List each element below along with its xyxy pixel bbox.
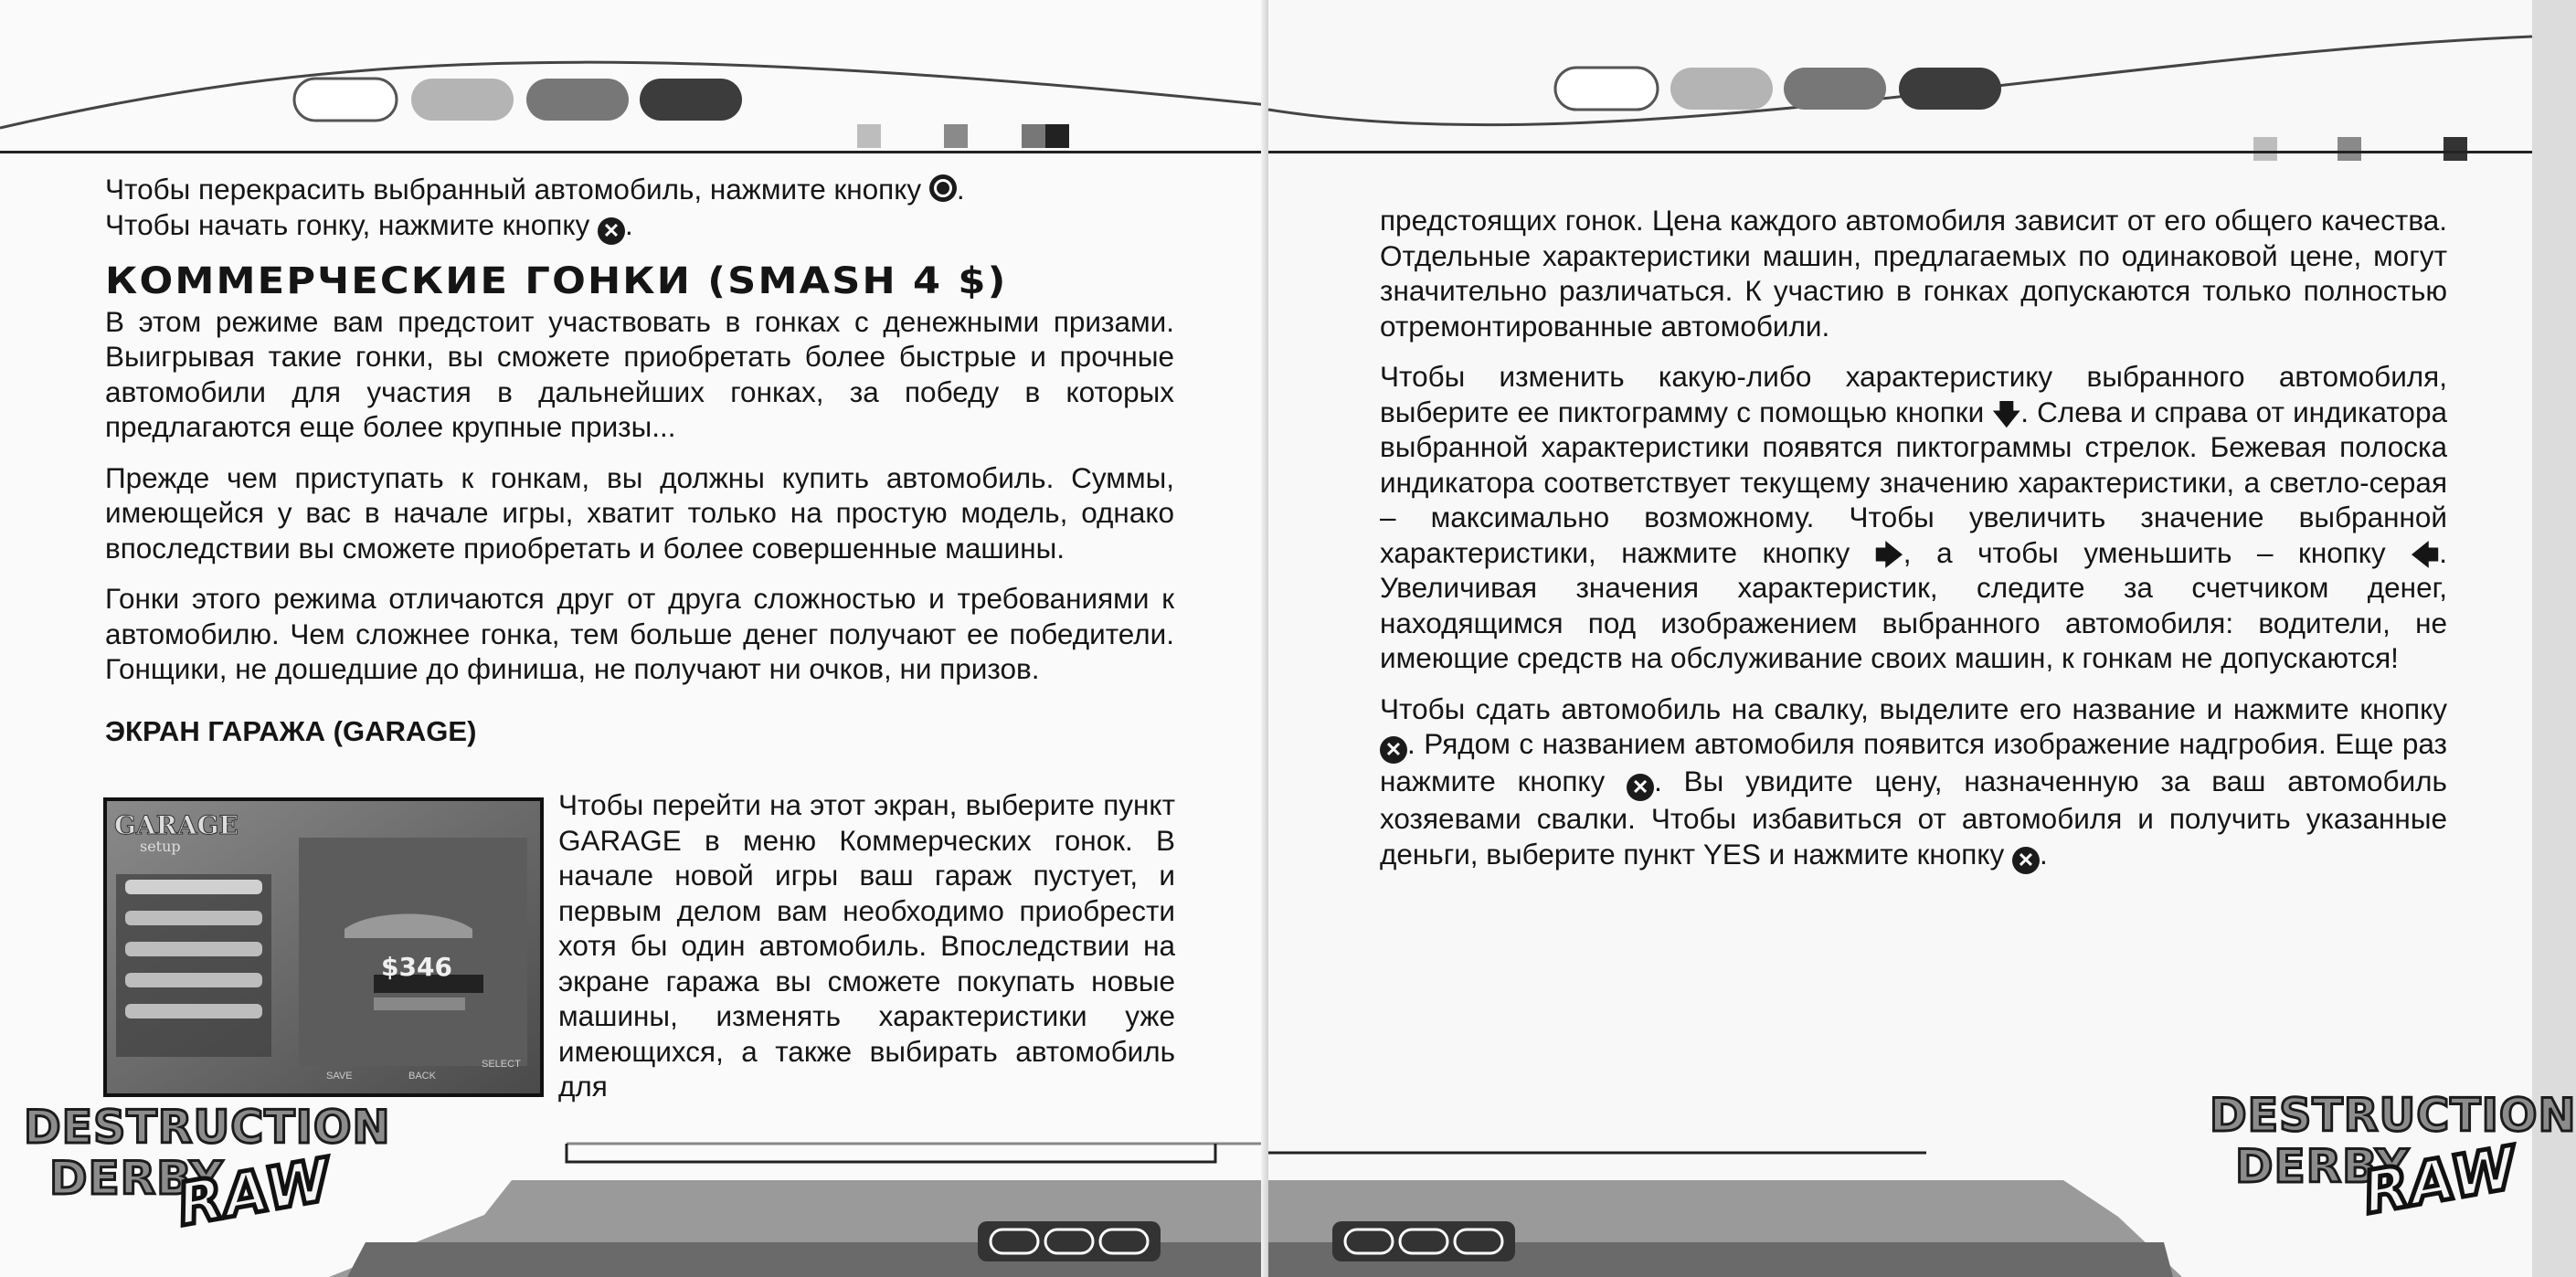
- left-page: [0, 0, 1268, 1277]
- cross-button-icon: [2012, 847, 2040, 874]
- paragraph-part: , а чтобы уменьшить – кнопку: [1903, 535, 2386, 569]
- paragraph-part: . Рядом с названием автомобиля появится изображение надгробия. Еще раз нажмите кнопку: [1380, 727, 2447, 797]
- destruction-derby-raw-logo: [24, 1101, 391, 1254]
- paragraph: В этом режиме вам предстоит участвовать в гонках с денежными призами. Выигрывая такие гонки, вы сможете приобретать более быстрые и прочные автомобили для участия в дальнейших гонках, за победу в которых предлагаются еще более крупные призы...: [105, 304, 1174, 443]
- paragraph: Гонки этого режима отличаются друг от друга сложностью и требованиями к автомобилю. Чем сложнее гонка, тем больше денег получают ее победители. Гонщики, не дошедшие до финиша, не получают ни очков, ни призов.: [105, 582, 1174, 685]
- screenshot-save: SAVE: [326, 1071, 353, 1082]
- paragraph-part: Чтобы изменить какую-либо характеристику выбранного автомобиля, выберите ее пиктограмму с помощью кнопки: [1380, 360, 2447, 428]
- header-rule: [1268, 151, 2532, 153]
- intro-text-1: Чтобы перекрасить выбранный автомобиль, нажмите кнопку: [105, 173, 922, 206]
- logo-line-3: RAW: [2358, 1134, 2523, 1229]
- logo-line-2: DERBY: [2235, 1140, 2410, 1193]
- logo-line-3: RAW: [172, 1145, 337, 1240]
- logo-line-2: DERBY: [49, 1152, 224, 1205]
- paragraph-part: . Слева и справа от индикатора выбранной характеристики появятся пиктограммы стрелок. Бежевая полоска индикатора соответствует текущему значению характеристики, а светло-серая – максимально возможному. Чтобы увеличить значение выбранной характеристики, нажмите кнопку: [1380, 395, 2447, 569]
- paragraph: [1380, 359, 2447, 676]
- paragraph-part: Чтобы сдать автомобиль на свалку, выделите его название и нажмите кнопку: [1380, 691, 2447, 725]
- intro-line-1: Чтобы перекрасить выбранный автомобиль, нажмите кнопку .: [105, 173, 965, 206]
- logo-line-1: DESTRUCTION: [2210, 1089, 2576, 1142]
- paragraph: [1380, 691, 2447, 874]
- screenshot-title: GARAGE: [114, 810, 239, 840]
- left-arrow-icon: 🡄: [2411, 540, 2440, 571]
- screenshot-back: BACK: [408, 1071, 436, 1082]
- paragraph-part: . Увеличивая значения характеристик, следите за счетчиком денег, находящимся под изображением выбранного автомобиля: водители, не имеющие средств на обслуживание своих машин, к гонкам не допускаются!: [1380, 535, 2447, 674]
- screenshot-subtitle: setup: [140, 838, 181, 855]
- screenshot-select: SELECT: [482, 1059, 521, 1070]
- cross-button-icon: [598, 217, 625, 245]
- circle-button-icon: [929, 174, 957, 202]
- cross-button-icon: [1380, 736, 1407, 764]
- screenshot-price: $346: [381, 952, 452, 982]
- intro-line-2: Чтобы начать гонку, нажмите кнопку ✕ .: [105, 207, 1174, 245]
- garage-paragraph: Чтобы перейти на этот экран, выберите пункт GARAGE в меню Коммерческих гонок. В начале новой игры ваш гараж пустует, и первым делом вам необходимо приобрести хотя бы один автомобиль. Впоследствии на экране гаража вы сможете покупать новые машины, изменять характеристики уже имеющихся, а также выбирать автомобиль для: [558, 788, 1175, 1103]
- garage-screenshot: [103, 797, 544, 1097]
- subsection-heading: ЭКРАН ГАРАЖА (GARAGE): [105, 714, 477, 747]
- cross-button-icon: [1627, 774, 1654, 801]
- destruction-derby-raw-logo: [2210, 1089, 2576, 1242]
- section-heading: КОММЕРЧЕСКИЕ ГОНКИ (SMASH 4 $): [105, 259, 1008, 302]
- logo-line-1: DESTRUCTION: [24, 1101, 391, 1154]
- paragraph-part: .: [2039, 837, 2048, 871]
- down-arrow-icon: 🡇: [1992, 399, 2021, 430]
- paragraph: предстоящих гонок. Цена каждого автомобиля зависит от его общего качества. Отдельные характеристики машин, предлагаемых по одинаковой цене, могут значительно различаться. К участию в гонках допускаются только полностью отремонтированные автомобили.: [1380, 204, 2447, 343]
- header-rule: [0, 151, 1268, 153]
- right-page: [1268, 0, 2576, 1277]
- right-text-block: [1380, 203, 2447, 890]
- paragraph-part: . Вы увидите цену, назначенную за ваш автомобиль хозяевами свалки. Чтобы избавиться от автомобиля и получить указанные деньги, выберите пункт YES и нажмите кнопку: [1380, 765, 2447, 871]
- intro-text-2: Чтобы начать гонку, нажмите кнопку: [105, 207, 590, 241]
- right-arrow-icon: 🡆: [1874, 540, 1903, 571]
- garage-text-block: [558, 787, 1175, 1104]
- paragraph: Прежде чем приступать к гонкам, вы должны купить автомобиль. Суммы, имеющейся у вас в начале игры, хватит только на простую модель, однако впоследствии вы сможете приобретать и более совершенные машины.: [105, 460, 1174, 565]
- left-text-block: [105, 172, 1174, 769]
